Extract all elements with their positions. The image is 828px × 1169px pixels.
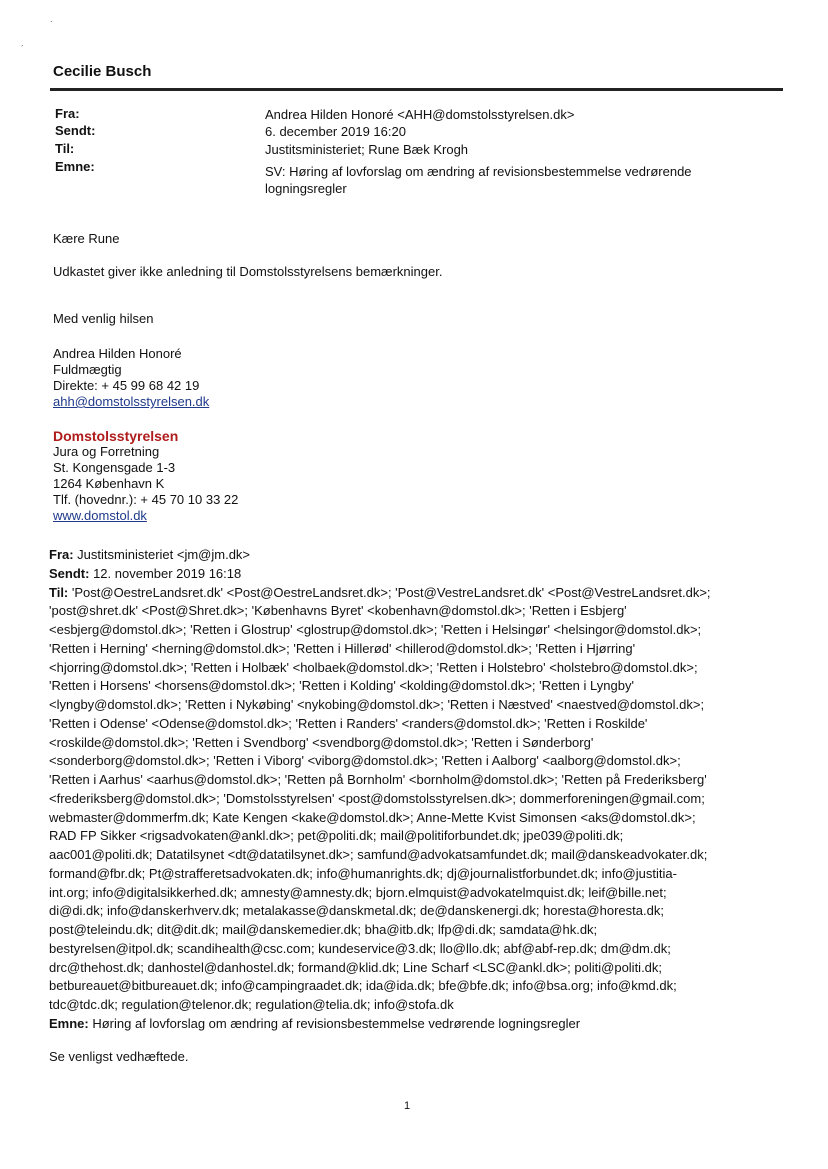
forwarded-sent-label: Sendt: <box>49 565 90 581</box>
signature-email-link[interactable]: ahh@domstolsstyrelsen.dk <box>53 394 210 409</box>
organization-dept: Jura og Forretning <box>53 444 160 459</box>
sent-value: 6. december 2019 16:20 <box>265 124 406 139</box>
sender-name: Cecilie Busch <box>53 63 152 80</box>
signature-title: Fuldmægtig <box>53 362 122 377</box>
forwarded-to-label: Til: <box>49 584 69 600</box>
forwarded-from-value: Justitsministeriet <jm@jm.dk> <box>73 547 251 562</box>
forwarded-to-line <box>49 584 774 603</box>
page-number: 1 <box>404 1100 411 1112</box>
forwarded-to-line: <frederiksberg@domstol.dk>; 'Domstolsstyrelsen' <post@domstolsstyrelsen.dk>; dommerforeningen@gmail.com; <box>49 790 705 806</box>
forwarded-to-line: post@teleindu.dk; dit@dit.dk; mail@danskemedier.dk; bha@itb.dk; lfp@di.dk; samdata@hk.dk; <box>49 922 598 937</box>
organization-street: St. Kongensgade 1-3 <box>53 460 176 475</box>
forwarded-to-value: 'Post@OestreLandsret.dk' <Post@OestreLandsret.dk>; 'Post@VestreLandsret.dk' <Post@VestreLandsret.dk>; <box>68 584 711 600</box>
forwarded-to-line: tdc@tdc.dk; regulation@telenor.dk; regulation@telia.dk; info@stofa.dk <box>49 997 454 1012</box>
forwarded-to-line: 'post@shret.dk' <Post@Shret.dk>; 'Københavns Byret' <kobenhavn@domstol.dk>; 'Retten i Esbjerg' <box>49 603 627 619</box>
scan-mark: . <box>50 14 53 24</box>
from-label: Fra: <box>55 106 80 121</box>
subject-value <box>265 163 755 197</box>
forwarded-to-line: 'Retten i Horsens' <horsens@domstol.dk>; 'Retten i Kolding' <kolding@domstol.dk>; 'Retten i Lyngby' <box>49 678 634 694</box>
forwarded-to-line: bestyrelsen@itpol.dk; scandihealth@csc.com; kundeservice@3.dk; llo@llo.dk; abf@abf-rep.dk; dm@dm.dk; <box>49 940 671 956</box>
closing: Med venlig hilsen <box>53 311 154 326</box>
signature-phone: Direkte: + 45 99 68 42 19 <box>53 378 200 393</box>
subject-line: SV: Høring af lovforslag om ændring af revisionsbestemmelse vedrørende <box>265 164 692 179</box>
forwarded-to-line: aac001@politi.dk; Datatilsynet <dt@datatilsynet.dk>; samfund@advokatsamfundet.dk; mail@danskeadvokater.dk; <box>49 847 708 862</box>
forwarded-to-line: 'Retten i Aarhus' <aarhus@domstol.dk>; 'Retten på Bornholm' <bornholm@domstol.dk>; 'Retten på Frederiksberg' <box>49 772 707 787</box>
forwarded-to-line: RAD FP Sikker <rigsadvokaten@ankl.dk>; pet@politi.dk; mail@politiforbundet.dk; jpe039@politi.dk; <box>49 828 624 844</box>
from-value: Andrea Hilden Honoré <AHH@domstolsstyrelsen.dk> <box>265 107 575 122</box>
header-rule <box>50 88 783 91</box>
forwarded-from-label: Fra: <box>49 547 74 562</box>
forwarded-subject-label: Emne: <box>49 1015 89 1031</box>
forwarded-sent <box>49 565 774 584</box>
forwarded-message <box>49 546 774 1066</box>
forwarded-body: Se venligst vedhæftede. <box>49 1048 189 1064</box>
to-label: Til: <box>55 141 75 156</box>
forwarded-subject <box>49 1015 774 1034</box>
forwarded-to-line: <lyngby@domstol.dk>; 'Retten i Nykøbing' <nykobing@domstol.dk>; 'Retten i Næstved' <naestved@domstol.dk>; <box>49 697 705 712</box>
signature-name: Andrea Hilden Honoré <box>53 346 182 361</box>
forwarded-to-line: formand@fbr.dk; Pt@strafferetsadvokaten.dk; info@humanrights.dk; dj@journalistforbundet.dk; info@justitia- <box>49 865 677 881</box>
organization-name: Domstolsstyrelsen <box>53 428 179 444</box>
forwarded-to-line: <sonderborg@domstol.dk>; 'Retten i Viborg' <viborg@domstol.dk>; 'Retten i Aalborg' <aalborg@domstol.dk>; <box>49 753 681 769</box>
subject-label: Emne: <box>55 159 95 174</box>
greeting: Kære Rune <box>53 231 120 246</box>
organization-website-link[interactable]: www.domstol.dk <box>53 508 147 523</box>
subject-line: logningsregler <box>265 181 347 196</box>
forwarded-to-line: <esbjerg@domstol.dk>; 'Retten i Glostrup' <glostrup@domstol.dk>; 'Retten i Helsingør' <helsingor@domstol.dk>; <box>49 622 702 637</box>
organization-block <box>53 428 238 524</box>
organization-city: 1264 København K <box>53 476 165 491</box>
scan-mark: ´ <box>21 44 24 54</box>
forwarded-sent-value: 12. november 2019 16:18 <box>89 565 242 581</box>
forwarded-to-line: <roskilde@domstol.dk>; 'Retten i Svendborg' <svendborg@domstol.dk>; 'Retten i Sønderborg' <box>49 734 594 750</box>
forwarded-to-line: betbureauet@bitbureauet.dk; info@campingraadet.dk; ida@ida.dk; bfe@bfe.dk; info@bsa.org; info@kmd.dk; <box>49 978 677 994</box>
forwarded-to-line: <hjorring@domstol.dk>; 'Retten i Holbæk' <holbaek@domstol.dk>; 'Retten i Holstebro' <holstebro@domstol.dk>; <box>49 659 698 675</box>
forwarded-from <box>49 546 774 565</box>
organization-phone: Tlf. (hovednr.): + 45 70 10 33 22 <box>53 492 239 507</box>
signature <box>53 346 209 410</box>
forwarded-to-line: 'Retten i Herning' <herning@domstol.dk>; 'Retten i Hillerød' <hillerod@domstol.dk>; 'Retten i Hjørring' <box>49 640 636 656</box>
forwarded-subject-value: Høring af lovforslag om ændring af revisionsbestemmelse vedrørende logningsregler <box>88 1015 581 1031</box>
message-text: Udkastet giver ikke anledning til Domstolsstyrelsens bemærkninger. <box>53 264 443 279</box>
sent-label: Sendt: <box>55 123 96 138</box>
forwarded-to-line: di@di.dk; info@danskerhverv.dk; metalakasse@danskmetal.dk; de@danskenergi.dk; horesta@horesta.dk; <box>49 903 664 919</box>
forwarded-to-line: 'Retten i Odense' <Odense@domstol.dk>; 'Retten i Randers' <randers@domstol.dk>; 'Retten i Roskilde' <box>49 715 648 731</box>
to-value: Justitsministeriet; Rune Bæk Krogh <box>265 142 469 157</box>
forwarded-to-line: int.org; info@digitalsikkerhed.dk; amnesty@amnesty.dk; bjorn.elmquist@advokatelmquist.dk; leif@bille.net; <box>49 884 667 900</box>
forwarded-to-line: drc@thehost.dk; danhostel@danhostel.dk; formand@klid.dk; Line Scharf <LSC@ankl.dk>; politi@politi.dk; <box>49 959 663 975</box>
forwarded-to-line: webmaster@dommerfm.dk; Kate Kengen <kake@domstol.dk>; Anne-Mette Kvist Simonsen <aks@domstol.dk>; <box>49 809 696 825</box>
